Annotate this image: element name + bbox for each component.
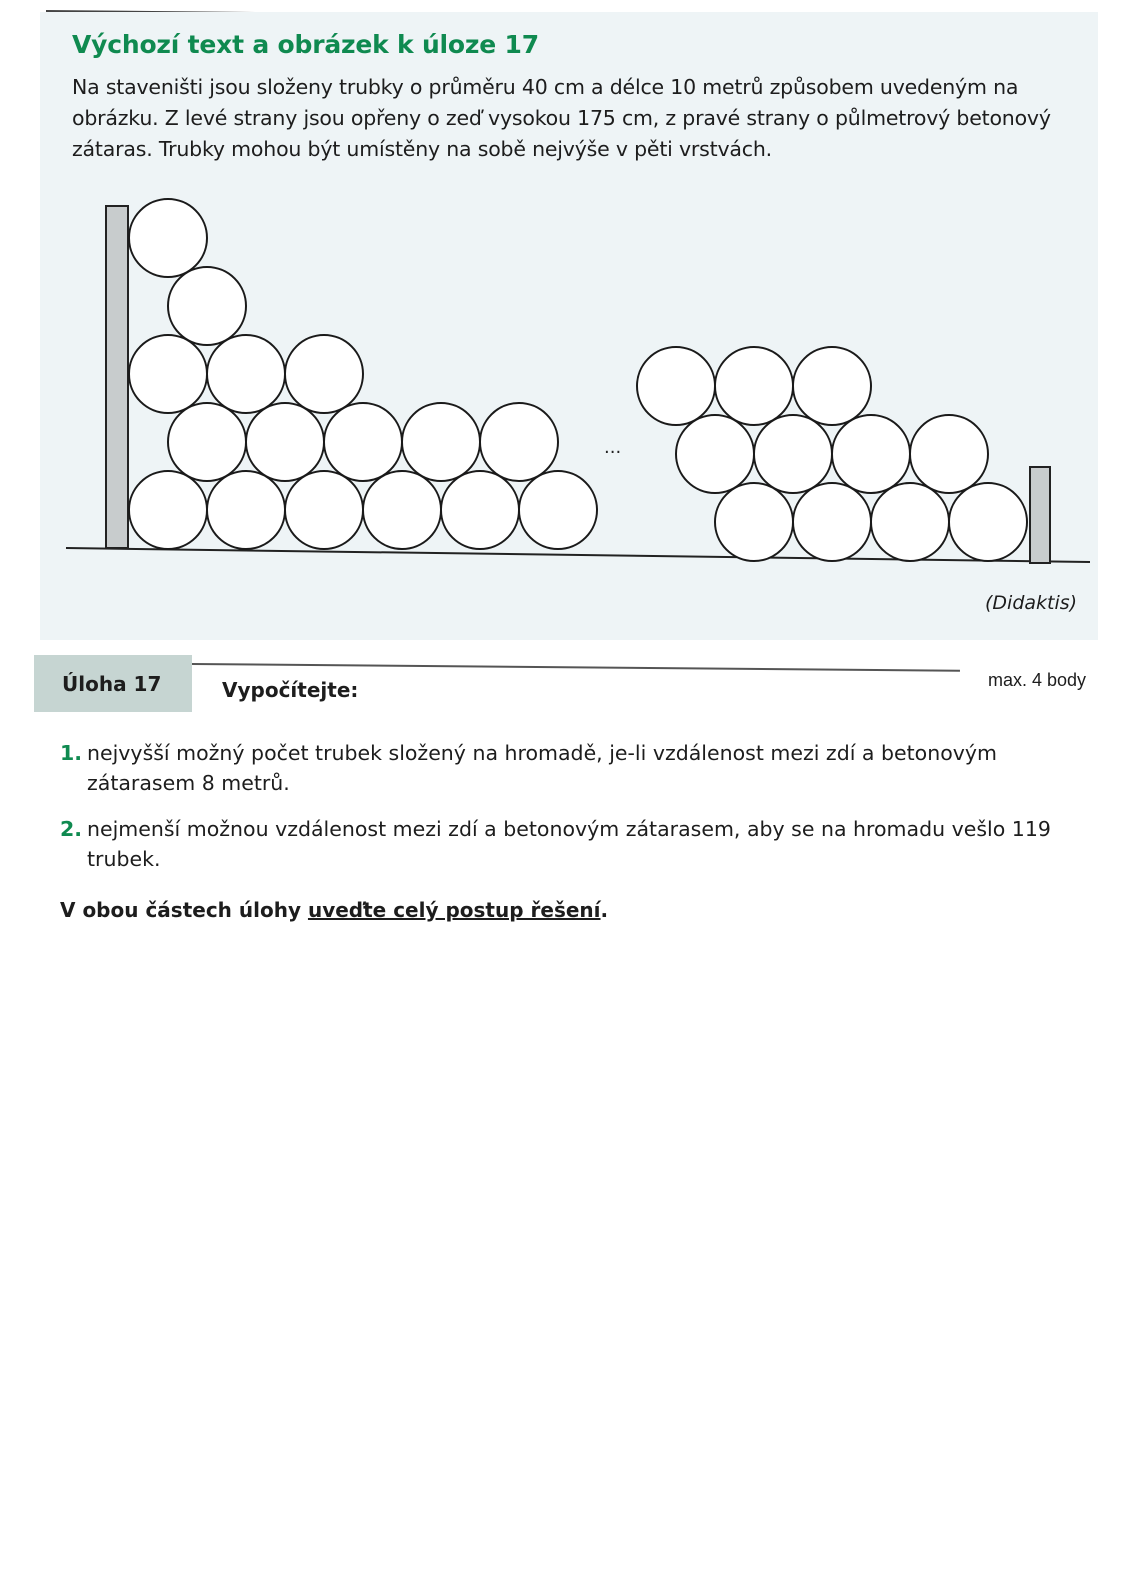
question-1 bbox=[60, 738, 1060, 798]
pipe-circle bbox=[637, 347, 715, 425]
pipe-stack-figure bbox=[0, 0, 1123, 640]
pipe-circle bbox=[949, 483, 1027, 561]
pipe-circle bbox=[402, 403, 480, 481]
pipe-circle bbox=[793, 483, 871, 561]
pipe-circle bbox=[715, 347, 793, 425]
closing-prefix: V obou částech úlohy bbox=[60, 898, 308, 922]
concrete-barrier bbox=[1030, 467, 1050, 563]
closing-suffix: . bbox=[600, 898, 609, 922]
pipe-circle bbox=[832, 415, 910, 493]
pipe-circle bbox=[715, 483, 793, 561]
question-number: 1. bbox=[60, 741, 83, 765]
right-pipe-stack bbox=[637, 347, 1027, 561]
pipe-circle bbox=[480, 403, 558, 481]
left-pipe-stack bbox=[129, 199, 597, 549]
pipe-circle bbox=[285, 335, 363, 413]
pipe-circle bbox=[871, 483, 949, 561]
task-rule bbox=[192, 663, 960, 672]
question-number: 2. bbox=[60, 817, 83, 841]
closing-emphasis: uveďte celý postup řešení bbox=[307, 898, 601, 922]
closing-instruction bbox=[60, 898, 608, 922]
pipe-circle bbox=[129, 335, 207, 413]
pipe-circle bbox=[285, 471, 363, 549]
question-2 bbox=[60, 814, 1060, 874]
source-text: Na staveništi jsou složeny trubky o průměru 40 cm a délce 10 metrů způsobem uvedeným na obrázku. Z levé strany jsou opřeny o zeď vysokou 175 cm, z pravé strany o půlmetrový betonový zátaras. Trubky mohou být umístěny na sobě nejvýše v pěti vrstvách. bbox=[72, 75, 1051, 161]
pipe-circle bbox=[129, 199, 207, 277]
pipe-circle bbox=[324, 403, 402, 481]
pipe-circle bbox=[754, 415, 832, 493]
pipe-circle bbox=[676, 415, 754, 493]
pipe-circle bbox=[519, 471, 597, 549]
pipe-circle bbox=[207, 335, 285, 413]
pipe-circle bbox=[910, 415, 988, 493]
pipe-circle bbox=[441, 471, 519, 549]
pipe-circle bbox=[207, 471, 285, 549]
pipe-circle bbox=[793, 347, 871, 425]
question-text: nejmenší možnou vzdálenost mezi zdí a betonovým zátarasem, aby se na hromadu vešlo 119 trubek. bbox=[87, 817, 1051, 871]
figure-ellipsis: ... bbox=[604, 437, 622, 458]
source-title: Výchozí text a obrázek k úloze 17 bbox=[72, 30, 539, 59]
pipe-circle bbox=[246, 403, 324, 481]
pipe-circle bbox=[129, 471, 207, 549]
question-text: nejvyšší možný počet trubek složený na hromadě, je-li vzdálenost mezi zdí a betonovým zátarasem 8 metrů. bbox=[87, 741, 997, 795]
task-instruction: Vypočítejte: bbox=[222, 678, 359, 702]
pipe-circle bbox=[168, 267, 246, 345]
wall bbox=[106, 206, 128, 548]
source-credit: (Didaktis) bbox=[985, 592, 1078, 614]
pipe-circle bbox=[168, 403, 246, 481]
task-points: max. 4 body bbox=[988, 670, 1087, 690]
task-label: Úloha 17 bbox=[34, 655, 192, 712]
pipe-circle bbox=[363, 471, 441, 549]
